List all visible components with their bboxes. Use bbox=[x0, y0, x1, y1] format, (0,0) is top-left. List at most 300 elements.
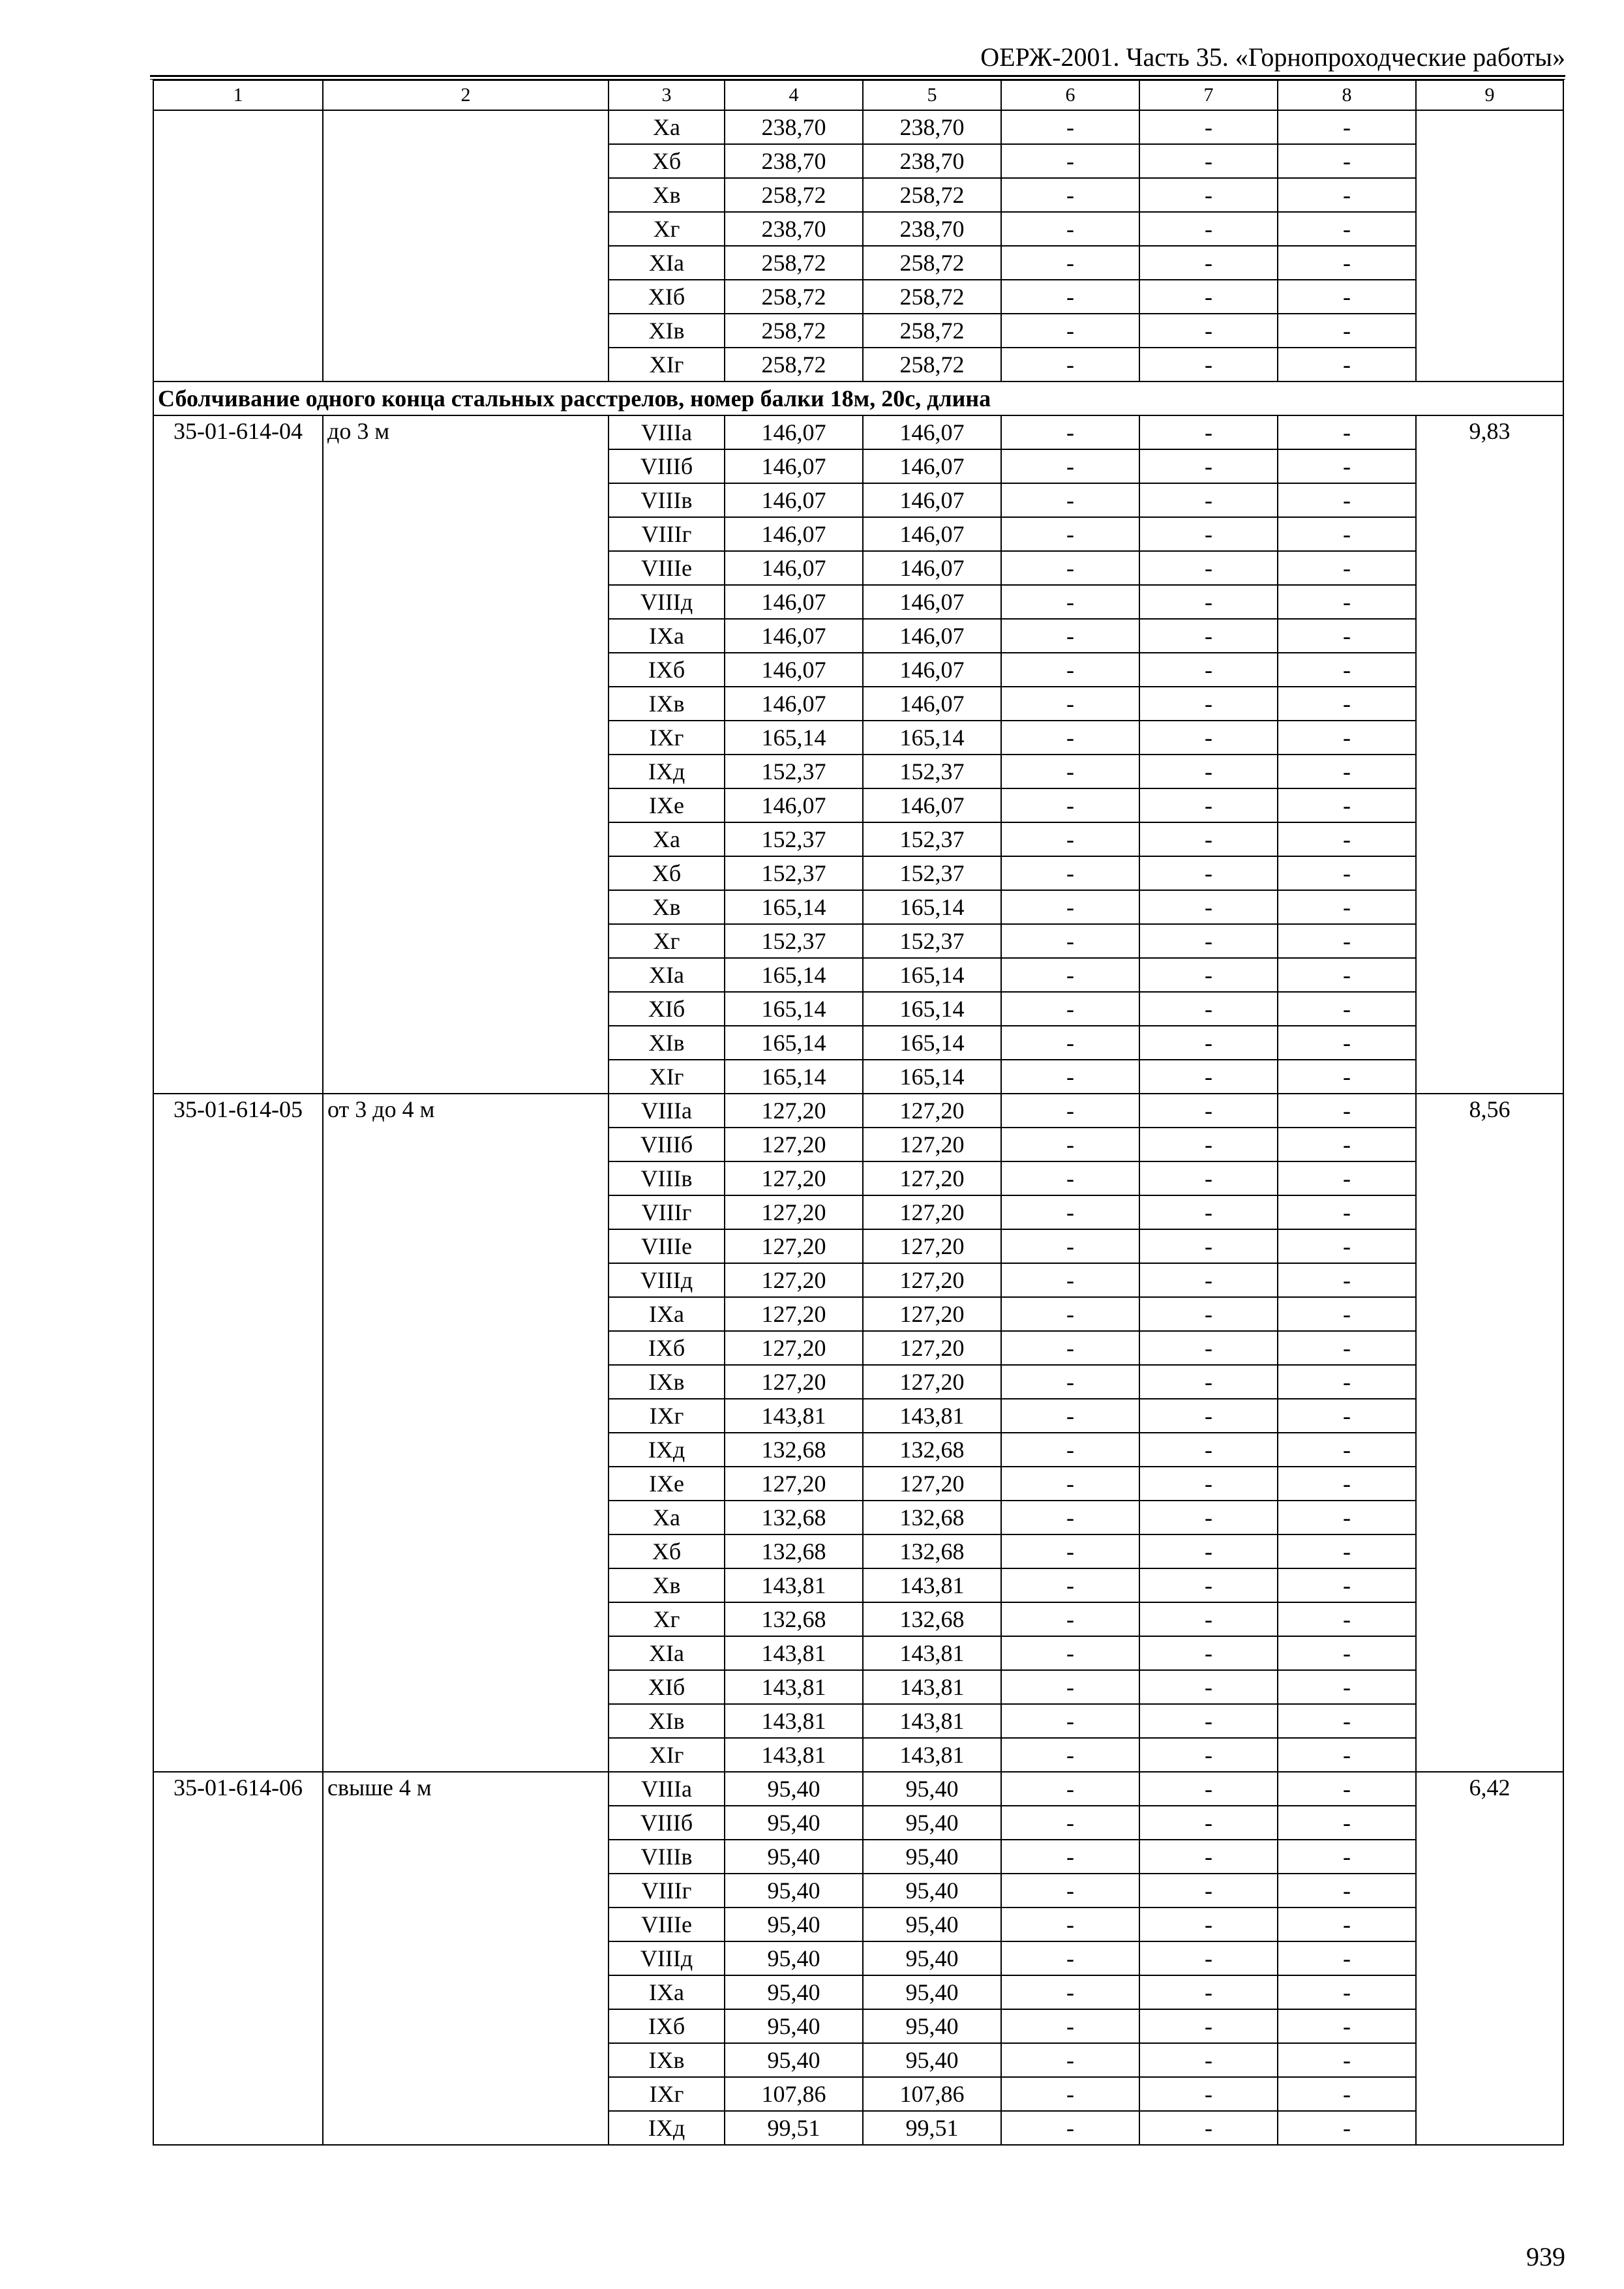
value-cell: - bbox=[1278, 517, 1416, 551]
value-cell: 165,14 bbox=[725, 890, 863, 924]
value-cell: - bbox=[1001, 1297, 1139, 1331]
value-cell: - bbox=[1139, 2009, 1278, 2043]
value-cell: - bbox=[1278, 619, 1416, 653]
value-cell: - bbox=[1001, 1331, 1139, 1365]
value-cell: 146,07 bbox=[863, 653, 1001, 687]
value-cell: 143,81 bbox=[725, 1670, 863, 1704]
value-cell: - bbox=[1278, 1060, 1416, 1094]
value-cell: - bbox=[1278, 1297, 1416, 1331]
value-cell: - bbox=[1139, 1874, 1278, 1908]
value-cell: - bbox=[1001, 1975, 1139, 2009]
category-cell: Xб bbox=[609, 856, 725, 890]
value-cell: - bbox=[1139, 822, 1278, 856]
table-row bbox=[153, 1772, 1563, 1806]
value-cell: 127,20 bbox=[725, 1365, 863, 1399]
value-cell: - bbox=[1139, 856, 1278, 890]
category-cell: IXд bbox=[609, 1433, 725, 1467]
value-cell: - bbox=[1278, 1534, 1416, 1568]
col9-cell: 6,42 bbox=[1416, 1772, 1563, 2145]
value-cell: 238,70 bbox=[725, 110, 863, 144]
value-cell: - bbox=[1278, 1229, 1416, 1263]
value-cell: 146,07 bbox=[725, 653, 863, 687]
value-cell: - bbox=[1278, 687, 1416, 721]
value-cell: 127,20 bbox=[725, 1094, 863, 1128]
value-cell: - bbox=[1278, 1161, 1416, 1195]
category-cell: Xa bbox=[609, 1501, 725, 1534]
value-cell: - bbox=[1278, 1128, 1416, 1161]
value-cell: - bbox=[1278, 348, 1416, 382]
value-cell: 132,68 bbox=[725, 1501, 863, 1534]
value-cell: - bbox=[1001, 1534, 1139, 1568]
value-cell: 238,70 bbox=[863, 212, 1001, 246]
value-cell: - bbox=[1278, 212, 1416, 246]
column-number: 6 bbox=[1001, 80, 1139, 110]
value-cell: - bbox=[1139, 1941, 1278, 1975]
category-cell: Xв bbox=[609, 890, 725, 924]
value-cell: 95,40 bbox=[863, 1806, 1001, 1840]
category-cell: VIIIв bbox=[609, 483, 725, 517]
value-cell: - bbox=[1139, 2111, 1278, 2145]
category-cell: VIIIе bbox=[609, 1908, 725, 1941]
value-cell: - bbox=[1001, 653, 1139, 687]
value-cell: - bbox=[1139, 1026, 1278, 1060]
value-cell: - bbox=[1278, 144, 1416, 178]
table-body bbox=[153, 80, 1563, 2145]
value-cell: - bbox=[1001, 1229, 1139, 1263]
category-cell: XIв bbox=[609, 1026, 725, 1060]
value-cell: 165,14 bbox=[863, 1060, 1001, 1094]
category-cell: VIIIв bbox=[609, 1161, 725, 1195]
value-cell: - bbox=[1001, 178, 1139, 212]
section-title-row bbox=[153, 382, 1563, 415]
category-cell: IXг bbox=[609, 2077, 725, 2111]
name-cell: свыше 4 м bbox=[323, 1772, 609, 2145]
category-cell: XIб bbox=[609, 280, 725, 314]
value-cell: - bbox=[1278, 1501, 1416, 1534]
value-cell: - bbox=[1278, 1399, 1416, 1433]
value-cell: 99,51 bbox=[863, 2111, 1001, 2145]
table-row bbox=[153, 415, 1563, 449]
value-cell: - bbox=[1139, 1365, 1278, 1399]
category-cell: IXе bbox=[609, 788, 725, 822]
value-cell: - bbox=[1278, 2077, 1416, 2111]
category-cell: VIIIa bbox=[609, 415, 725, 449]
category-cell: XIг bbox=[609, 348, 725, 382]
value-cell: 165,14 bbox=[863, 890, 1001, 924]
value-cell: 95,40 bbox=[863, 1908, 1001, 1941]
value-cell: 127,20 bbox=[863, 1128, 1001, 1161]
value-cell: 258,72 bbox=[863, 348, 1001, 382]
value-cell: - bbox=[1278, 1568, 1416, 1602]
value-cell: - bbox=[1278, 1602, 1416, 1636]
category-cell: VIIIд bbox=[609, 585, 725, 619]
value-cell: - bbox=[1001, 1467, 1139, 1501]
value-cell: 127,20 bbox=[725, 1331, 863, 1365]
category-cell: VIIIв bbox=[609, 1840, 725, 1874]
value-cell: - bbox=[1001, 1602, 1139, 1636]
value-cell: 165,14 bbox=[863, 1026, 1001, 1060]
value-cell: 95,40 bbox=[863, 1874, 1001, 1908]
category-cell: IXг bbox=[609, 721, 725, 755]
value-cell: - bbox=[1001, 1704, 1139, 1738]
column-number: 9 bbox=[1416, 80, 1563, 110]
column-number: 8 bbox=[1278, 80, 1416, 110]
value-cell: - bbox=[1139, 1704, 1278, 1738]
col9-cell: 9,83 bbox=[1416, 415, 1563, 1094]
value-cell: - bbox=[1001, 1128, 1139, 1161]
value-cell: - bbox=[1001, 110, 1139, 144]
value-cell: - bbox=[1278, 246, 1416, 280]
value-cell: 146,07 bbox=[725, 415, 863, 449]
value-cell: 146,07 bbox=[863, 449, 1001, 483]
value-cell: - bbox=[1139, 415, 1278, 449]
value-cell: 146,07 bbox=[863, 585, 1001, 619]
value-cell: 143,81 bbox=[863, 1670, 1001, 1704]
value-cell: 165,14 bbox=[725, 1026, 863, 1060]
category-cell: VIIIд bbox=[609, 1263, 725, 1297]
value-cell: - bbox=[1278, 755, 1416, 788]
code-cell: 35-01-614-05 bbox=[153, 1094, 323, 1772]
category-cell: IXa bbox=[609, 1975, 725, 2009]
value-cell: - bbox=[1278, 653, 1416, 687]
value-cell: - bbox=[1139, 755, 1278, 788]
value-cell: - bbox=[1001, 1365, 1139, 1399]
category-cell: Xa bbox=[609, 110, 725, 144]
value-cell: 143,81 bbox=[725, 1399, 863, 1433]
value-cell: - bbox=[1001, 348, 1139, 382]
name-cell bbox=[323, 110, 609, 382]
value-cell: 165,14 bbox=[725, 992, 863, 1026]
value-cell: - bbox=[1001, 721, 1139, 755]
category-cell: VIIIе bbox=[609, 1229, 725, 1263]
value-cell: - bbox=[1278, 890, 1416, 924]
value-cell: - bbox=[1001, 755, 1139, 788]
value-cell: - bbox=[1001, 1941, 1139, 1975]
value-cell: - bbox=[1278, 992, 1416, 1026]
value-cell: 95,40 bbox=[863, 1975, 1001, 2009]
value-cell: 132,68 bbox=[725, 1534, 863, 1568]
value-cell: - bbox=[1278, 2111, 1416, 2145]
category-cell: XIг bbox=[609, 1060, 725, 1094]
category-cell: IXa bbox=[609, 619, 725, 653]
value-cell: 143,81 bbox=[725, 1704, 863, 1738]
value-cell: - bbox=[1278, 1738, 1416, 1772]
category-cell: XIг bbox=[609, 1738, 725, 1772]
category-cell: VIIIa bbox=[609, 1094, 725, 1128]
value-cell: - bbox=[1278, 1263, 1416, 1297]
value-cell: - bbox=[1139, 1772, 1278, 1806]
value-cell: 95,40 bbox=[863, 1772, 1001, 1806]
value-cell: - bbox=[1139, 1534, 1278, 1568]
value-cell: - bbox=[1139, 1128, 1278, 1161]
value-cell: 95,40 bbox=[725, 1806, 863, 1840]
value-cell: 127,20 bbox=[863, 1195, 1001, 1229]
value-cell: - bbox=[1278, 1874, 1416, 1908]
value-cell: 95,40 bbox=[725, 1908, 863, 1941]
value-cell: - bbox=[1001, 924, 1139, 958]
value-cell: 95,40 bbox=[725, 1772, 863, 1806]
category-cell: VIIIб bbox=[609, 449, 725, 483]
value-cell: 127,20 bbox=[725, 1263, 863, 1297]
value-cell: - bbox=[1001, 1161, 1139, 1195]
col9-cell bbox=[1416, 110, 1563, 382]
value-cell: 146,07 bbox=[725, 788, 863, 822]
value-cell: - bbox=[1278, 1467, 1416, 1501]
value-cell: - bbox=[1278, 585, 1416, 619]
value-cell: - bbox=[1001, 1636, 1139, 1670]
value-cell: 95,40 bbox=[863, 2009, 1001, 2043]
value-cell: - bbox=[1001, 890, 1139, 924]
value-cell: 146,07 bbox=[863, 788, 1001, 822]
value-cell: 132,68 bbox=[863, 1534, 1001, 1568]
value-cell: 152,37 bbox=[725, 755, 863, 788]
value-cell: - bbox=[1278, 1636, 1416, 1670]
category-cell: XIб bbox=[609, 992, 725, 1026]
value-cell: 152,37 bbox=[725, 856, 863, 890]
value-cell: 95,40 bbox=[725, 1975, 863, 2009]
value-cell: - bbox=[1278, 958, 1416, 992]
value-cell: - bbox=[1139, 314, 1278, 348]
value-cell: 152,37 bbox=[725, 822, 863, 856]
column-number: 4 bbox=[725, 80, 863, 110]
category-cell: VIIIг bbox=[609, 1195, 725, 1229]
value-cell: - bbox=[1001, 1433, 1139, 1467]
price-table bbox=[153, 80, 1564, 2146]
value-cell: - bbox=[1278, 1365, 1416, 1399]
value-cell: - bbox=[1001, 1195, 1139, 1229]
category-cell: IXб bbox=[609, 653, 725, 687]
value-cell: - bbox=[1278, 178, 1416, 212]
category-cell: VIIIa bbox=[609, 1772, 725, 1806]
value-cell: 127,20 bbox=[725, 1297, 863, 1331]
value-cell: - bbox=[1139, 449, 1278, 483]
header-rule bbox=[150, 75, 1565, 77]
value-cell: - bbox=[1001, 1840, 1139, 1874]
value-cell: - bbox=[1139, 2077, 1278, 2111]
category-cell: IXе bbox=[609, 1467, 725, 1501]
value-cell: - bbox=[1278, 449, 1416, 483]
value-cell: - bbox=[1001, 1263, 1139, 1297]
value-cell: - bbox=[1139, 2043, 1278, 2077]
value-cell: 238,70 bbox=[725, 144, 863, 178]
value-cell: - bbox=[1001, 1772, 1139, 1806]
value-cell: - bbox=[1001, 2043, 1139, 2077]
value-cell: 95,40 bbox=[725, 2009, 863, 2043]
value-cell: 95,40 bbox=[725, 2043, 863, 2077]
value-cell: - bbox=[1278, 1331, 1416, 1365]
value-cell: - bbox=[1001, 246, 1139, 280]
value-cell: 152,37 bbox=[863, 924, 1001, 958]
value-cell: - bbox=[1001, 144, 1139, 178]
value-cell: - bbox=[1001, 1060, 1139, 1094]
value-cell: - bbox=[1139, 110, 1278, 144]
value-cell: - bbox=[1139, 958, 1278, 992]
code-cell: 35-01-614-06 bbox=[153, 1772, 323, 2145]
value-cell: 165,14 bbox=[725, 1060, 863, 1094]
category-cell: VIIIб bbox=[609, 1806, 725, 1840]
value-cell: - bbox=[1278, 551, 1416, 585]
value-cell: - bbox=[1001, 2111, 1139, 2145]
value-cell: 146,07 bbox=[863, 619, 1001, 653]
value-cell: 258,72 bbox=[863, 246, 1001, 280]
value-cell: - bbox=[1001, 1874, 1139, 1908]
value-cell: - bbox=[1001, 280, 1139, 314]
value-cell: - bbox=[1139, 1399, 1278, 1433]
value-cell: 127,20 bbox=[863, 1331, 1001, 1365]
category-cell: Xa bbox=[609, 822, 725, 856]
category-cell: VIIIб bbox=[609, 1128, 725, 1161]
category-cell: IXд bbox=[609, 755, 725, 788]
value-cell: - bbox=[1001, 992, 1139, 1026]
page-header-title: ОЕРЖ-2001. Часть 35. «Горнопроходческие работы» bbox=[980, 42, 1565, 72]
value-cell: 127,20 bbox=[725, 1161, 863, 1195]
value-cell: 127,20 bbox=[725, 1467, 863, 1501]
value-cell: - bbox=[1001, 314, 1139, 348]
value-cell: - bbox=[1278, 483, 1416, 517]
value-cell: - bbox=[1139, 653, 1278, 687]
value-cell: - bbox=[1001, 517, 1139, 551]
value-cell: - bbox=[1139, 348, 1278, 382]
value-cell: - bbox=[1278, 788, 1416, 822]
value-cell: 95,40 bbox=[725, 1840, 863, 1874]
value-cell: - bbox=[1278, 280, 1416, 314]
category-cell: Xв bbox=[609, 1568, 725, 1602]
value-cell: 258,72 bbox=[863, 314, 1001, 348]
value-cell: 127,20 bbox=[863, 1229, 1001, 1263]
value-cell: 238,70 bbox=[863, 110, 1001, 144]
value-cell: 152,37 bbox=[863, 822, 1001, 856]
value-cell: - bbox=[1278, 1433, 1416, 1467]
name-cell: до 3 м bbox=[323, 415, 609, 1094]
value-cell: - bbox=[1139, 1670, 1278, 1704]
column-number: 2 bbox=[323, 80, 609, 110]
value-cell: - bbox=[1139, 178, 1278, 212]
value-cell: - bbox=[1139, 1229, 1278, 1263]
value-cell: - bbox=[1001, 1908, 1139, 1941]
value-cell: 146,07 bbox=[725, 585, 863, 619]
value-cell: - bbox=[1139, 687, 1278, 721]
category-cell: Xг bbox=[609, 1602, 725, 1636]
value-cell: - bbox=[1001, 1026, 1139, 1060]
value-cell: - bbox=[1278, 2009, 1416, 2043]
value-cell: - bbox=[1001, 1399, 1139, 1433]
value-cell: 143,81 bbox=[725, 1568, 863, 1602]
value-cell: 146,07 bbox=[863, 551, 1001, 585]
value-cell: - bbox=[1139, 1908, 1278, 1941]
value-cell: - bbox=[1001, 1094, 1139, 1128]
value-cell: 165,14 bbox=[863, 721, 1001, 755]
value-cell: - bbox=[1001, 449, 1139, 483]
value-cell: - bbox=[1139, 144, 1278, 178]
value-cell: 146,07 bbox=[725, 483, 863, 517]
value-cell: 146,07 bbox=[725, 551, 863, 585]
value-cell: 132,68 bbox=[863, 1501, 1001, 1534]
value-cell: 132,68 bbox=[863, 1602, 1001, 1636]
value-cell: 152,37 bbox=[725, 924, 863, 958]
value-cell: 152,37 bbox=[863, 856, 1001, 890]
category-cell: XIa bbox=[609, 1636, 725, 1670]
value-cell: - bbox=[1278, 1806, 1416, 1840]
value-cell: 143,81 bbox=[725, 1738, 863, 1772]
value-cell: 95,40 bbox=[863, 1840, 1001, 1874]
category-cell: VIIIг bbox=[609, 517, 725, 551]
value-cell: - bbox=[1001, 619, 1139, 653]
value-cell: - bbox=[1139, 1060, 1278, 1094]
value-cell: 165,14 bbox=[863, 958, 1001, 992]
category-cell: Xг bbox=[609, 924, 725, 958]
value-cell: 143,81 bbox=[725, 1636, 863, 1670]
value-cell: - bbox=[1139, 924, 1278, 958]
value-cell: - bbox=[1139, 788, 1278, 822]
value-cell: - bbox=[1139, 1433, 1278, 1467]
value-cell: 165,14 bbox=[863, 992, 1001, 1026]
value-cell: 258,72 bbox=[725, 314, 863, 348]
value-cell: 127,20 bbox=[863, 1365, 1001, 1399]
value-cell: - bbox=[1001, 856, 1139, 890]
value-cell: - bbox=[1278, 856, 1416, 890]
value-cell: - bbox=[1001, 415, 1139, 449]
value-cell: 143,81 bbox=[863, 1568, 1001, 1602]
value-cell: 132,68 bbox=[725, 1602, 863, 1636]
category-cell: IXв bbox=[609, 1365, 725, 1399]
value-cell: 146,07 bbox=[863, 687, 1001, 721]
category-cell: Xв bbox=[609, 178, 725, 212]
category-cell: IXб bbox=[609, 2009, 725, 2043]
value-cell: 143,81 bbox=[863, 1399, 1001, 1433]
value-cell: - bbox=[1001, 1501, 1139, 1534]
value-cell: - bbox=[1278, 110, 1416, 144]
value-cell: - bbox=[1139, 1501, 1278, 1534]
value-cell: 146,07 bbox=[863, 415, 1001, 449]
value-cell: 127,20 bbox=[725, 1229, 863, 1263]
value-cell: - bbox=[1001, 822, 1139, 856]
col9-cell: 8,56 bbox=[1416, 1094, 1563, 1772]
value-cell: - bbox=[1139, 246, 1278, 280]
value-cell: 143,81 bbox=[863, 1704, 1001, 1738]
value-cell: 132,68 bbox=[863, 1433, 1001, 1467]
value-cell: - bbox=[1139, 280, 1278, 314]
value-cell: 146,07 bbox=[725, 687, 863, 721]
value-cell: 238,70 bbox=[725, 212, 863, 246]
value-cell: 165,14 bbox=[725, 958, 863, 992]
value-cell: - bbox=[1001, 958, 1139, 992]
value-cell: - bbox=[1278, 924, 1416, 958]
value-cell: 258,72 bbox=[725, 348, 863, 382]
name-cell: от 3 до 4 м bbox=[323, 1094, 609, 1772]
value-cell: - bbox=[1139, 1297, 1278, 1331]
value-cell: - bbox=[1139, 1568, 1278, 1602]
value-cell: - bbox=[1139, 721, 1278, 755]
value-cell: - bbox=[1139, 1467, 1278, 1501]
value-cell: - bbox=[1139, 517, 1278, 551]
value-cell: - bbox=[1139, 1195, 1278, 1229]
value-cell: - bbox=[1001, 2009, 1139, 2043]
value-cell: - bbox=[1139, 1331, 1278, 1365]
column-number: 7 bbox=[1139, 80, 1278, 110]
table-row bbox=[153, 1094, 1563, 1128]
value-cell: 258,72 bbox=[863, 280, 1001, 314]
value-cell: - bbox=[1001, 551, 1139, 585]
value-cell: - bbox=[1278, 1026, 1416, 1060]
category-cell: IXб bbox=[609, 1331, 725, 1365]
value-cell: 165,14 bbox=[725, 721, 863, 755]
value-cell: 258,72 bbox=[725, 178, 863, 212]
value-cell: - bbox=[1278, 415, 1416, 449]
value-cell: - bbox=[1139, 1738, 1278, 1772]
category-cell: VIIIг bbox=[609, 1874, 725, 1908]
value-cell: - bbox=[1278, 721, 1416, 755]
value-cell: - bbox=[1139, 585, 1278, 619]
